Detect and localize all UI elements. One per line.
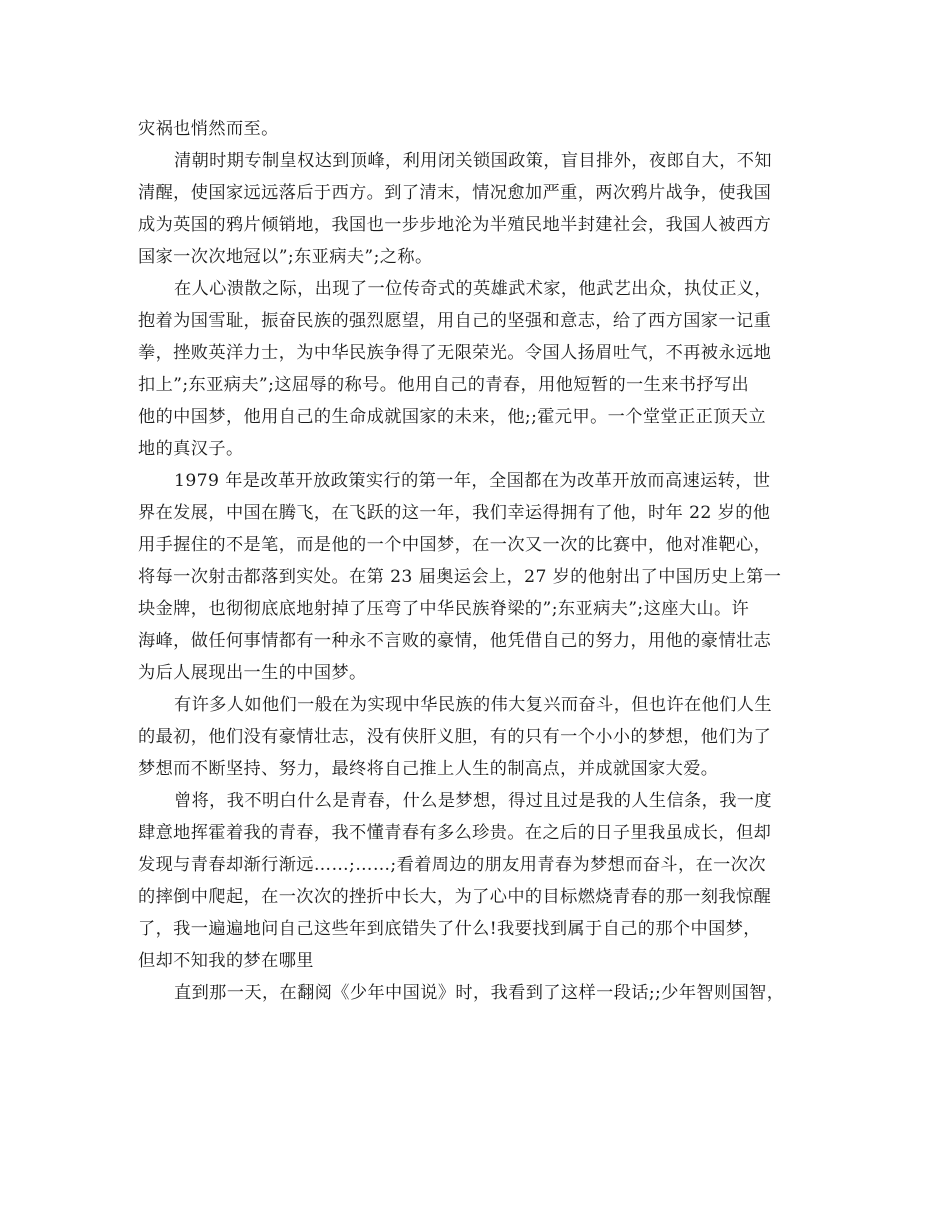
text-line: 用手握住的不是笔，而是他的一个中国梦，在一次又一次的比赛中，他对准靶心， [138, 535, 772, 555]
text-line: 曾将，我不明白什么是青春，什么是梦想，得过且过是我的人生信条，我一度 [174, 791, 772, 811]
text-line: 清醒，使国家远远落后于西方。到了清末，情况愈加严重，两次鸦片战争，使我国 [138, 183, 772, 203]
text-line: 灾祸也悄然而至。 [138, 119, 279, 139]
text-line: 国家一次次地冠以”;东亚病夫”;之称。 [138, 247, 433, 267]
text-line: 了，我一遍遍地问自己这些年到底错失了什么!我要找到属于自己的那个中国梦， [138, 919, 761, 939]
text-line: 清朝时期专制皇权达到顶峰，利用闭关锁国政策，盲目排外，夜郎自大，不知 [174, 151, 772, 171]
text-line: 梦想而不断坚持、努力，最终将自己推上人生的制高点，并成就国家大爱。 [138, 759, 719, 779]
text-line: 扣上”;东亚病夫”;这屈辱的称号。他用自己的青春，用他短暂的一生来书抒写出 [138, 375, 750, 395]
text-line: 地的真汉子。 [138, 439, 244, 459]
text-line: 的摔倒中爬起，在一次次的挫折中长大，为了心中的目标燃烧青春的那一刻我惊醒 [138, 887, 772, 907]
text-line: 拳，挫败英洋力士，为中华民族争得了无限荣光。令国人扬眉吐气，不再被永远地 [138, 343, 772, 363]
text-line: 的最初，他们没有豪情壮志，没有侠肝义胆，有的只有一个小小的梦想，他们为了 [138, 727, 772, 747]
text-line: 1979 年是改革开放政策实行的第一年，全国都在为改革开放而高速运转，世 [174, 471, 771, 491]
text-line: 肆意地挥霍着我的青春，我不懂青春有多么珍贵。在之后的日子里我虽成长，但却 [138, 823, 772, 843]
text-line: 将每一次射击都落到实处。在第 23 届奥运会上，27 岁的他射出了中国历史上第一 [138, 567, 782, 587]
text-line: 块金牌，也彻彻底底地射掉了压弯了中华民族脊梁的”;东亚病夫”;这座大山。许 [138, 599, 750, 619]
article-body [138, 113, 828, 1009]
text-line: 界在发展，中国在腾飞，在飞跃的这一年，我们幸运得拥有了他，时年 22 岁的他 [138, 503, 771, 523]
text-line: 发现与青春却渐行渐远……;……;看着周边的朋友用青春为梦想而奋斗，在一次次 [138, 855, 766, 875]
text-line: 抱着为国雪耻，振奋民族的强烈愿望，用自己的坚强和意志，给了西方国家一记重 [138, 311, 772, 331]
text-line: 直到那一天，在翻阅《少年中国说》时，我看到了这样一段话;;少年智则国智， [174, 983, 785, 1003]
text-line: 成为英国的鸦片倾销地，我国也一步步地沦为半殖民地半封建社会，我国人被西方 [138, 215, 772, 235]
text-line: 他的中国梦，他用自己的生命成就国家的未来，他;;霍元甲。一个堂堂正正顶天立 [138, 407, 766, 427]
text-line: 但却不知我的梦在哪里 [138, 951, 314, 971]
text-line: 为后人展现出一生的中国梦。 [138, 663, 367, 683]
text-line: 海峰，做任何事情都有一种永不言败的豪情，他凭借自己的努力，用他的豪情壮志 [138, 631, 772, 651]
text-line: 在人心溃散之际，出现了一位传奇式的英雄武术家，他武艺出众，执仗正义， [174, 279, 772, 299]
text-line: 有许多人如他们一般在为实现中华民族的伟大复兴而奋斗，但也许在他们人生 [174, 695, 772, 715]
